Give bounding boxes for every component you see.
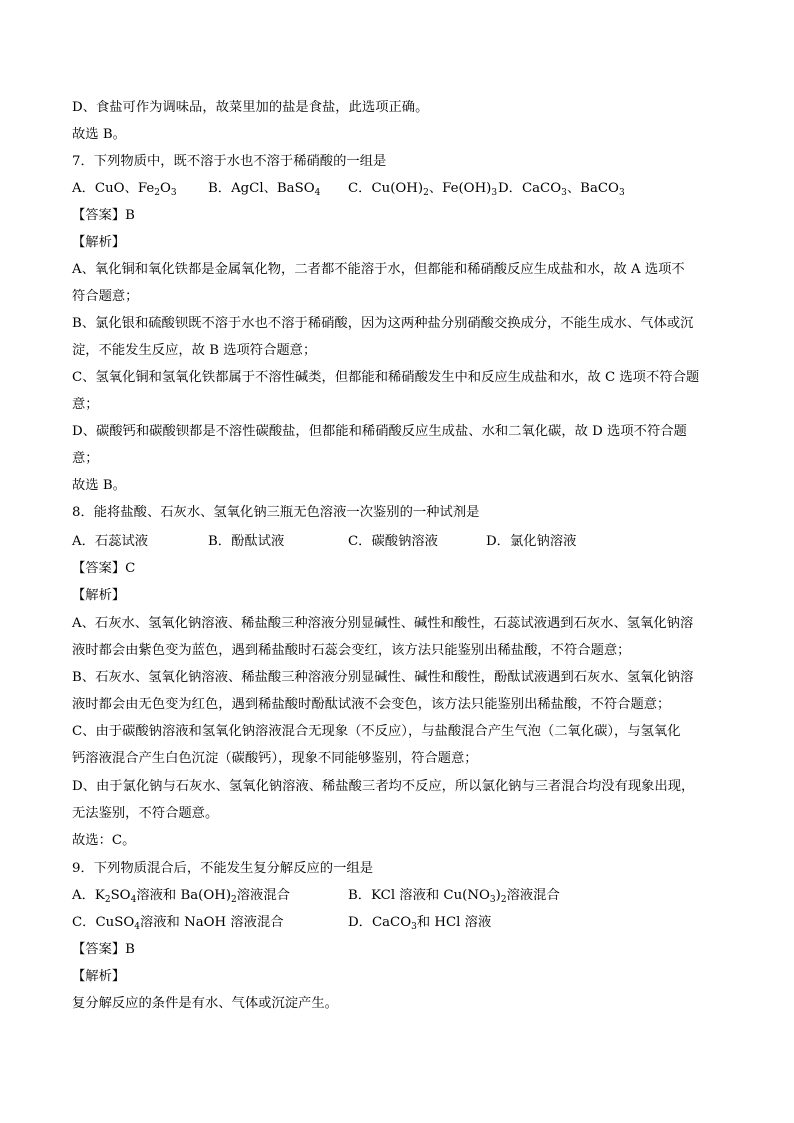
option-d: D．氯化钠溶液 [486, 534, 577, 549]
question-9-stem: 9．下列物质混合后，不能发生复分解反应的一组是 [72, 861, 373, 876]
option-b: B．KCl 溶液和 $Cu(NO_3)_2$溶液混合 [348, 888, 560, 905]
analysis-label: 【解析】 [72, 235, 126, 250]
text-line: D、由于氯化钠与石灰水、氢氧化钠溶液、稀盐酸三者均不反应，所以氯化钠与三者混合均没有现象出现， [72, 779, 695, 794]
text-line: 无法鉴别，不符合题意。 [72, 806, 219, 821]
option-a: A．石蕊试液 [72, 534, 149, 549]
option-d: D．CaCO$_3$、BaCO$_3$ [498, 181, 625, 198]
analysis-label: 【解析】 [72, 969, 126, 984]
text-line: A、石灰水、氢氧化钠溶液、稀盐酸三种溶液分别显碱性、碱性和酸性，石蕊试液遇到石灰水、氢氧化钠溶 [72, 616, 694, 631]
question-7-stem: 7．下列物质中，既不溶于水也不溶于稀硝酸的一组是 [72, 154, 387, 169]
text-line: C、由于碳酸钠溶液和氢氧化钠溶液混合无现象（不反应），与盐酸混合产生气泡（二氧化碳），与氢氧化 [72, 724, 681, 739]
option-c: C．$Cu(OH)_2$、$Fe(OH)_3$ [348, 181, 498, 198]
text-line: 故选 B。 [72, 478, 126, 493]
text-line: A、氧化铜和氧化铁都是金属氧化物，二者都不能溶于水，但都能和稀硝酸反应生成盐和水，故 A 选项不 [72, 262, 685, 277]
answer-label: 【答案】C [72, 561, 136, 576]
answer-label: 【答案】B [72, 942, 135, 957]
text-line: 淀，不能发生反应，故 B 选项符合题意； [72, 343, 317, 358]
option-b: B．AgCl、BaSO$_4$ [208, 181, 321, 198]
question-8-stem: 8．能将盐酸、石灰水、氢氧化钠三瓶无色溶液一次鉴别的一种试剂是 [72, 505, 480, 520]
text-line: 意； [72, 451, 99, 466]
analysis-label: 【解析】 [72, 588, 126, 603]
text-line: 意； [72, 397, 99, 412]
option-d: D．CaCO$_3$和 HCl 溶液 [348, 915, 492, 932]
text-line: 液时都会由无色变为红色，遇到稀盐酸时酚酞试液不会变色，该方法只能鉴别出稀盐酸，不符合题意； [72, 697, 671, 712]
text-line: 复分解反应的条件是有水、气体或沉淀产生。 [72, 996, 338, 1011]
option-b: B．酚酞试液 [208, 534, 285, 549]
text-line: 钙溶液混合产生白色沉淀（碳酸钙），现象不同能够鉴别，符合题意； [72, 751, 478, 766]
text-line: 故选 B。 [72, 127, 126, 142]
text-line: C、氢氧化铜和氢氧化铁都属于不溶性碱类，但都能和稀硝酸发生中和反应生成盐和水，故 C 选项不符合题 [72, 370, 700, 385]
option-c: C．CuSO$_4$溶液和 NaOH 溶液混合 [72, 915, 284, 932]
text-line: 符合题意； [72, 289, 139, 304]
answer-label: 【答案】B [72, 208, 135, 223]
text-line: 故选：C。 [72, 833, 136, 848]
text-line: D、碳酸钙和碳酸钡都是不溶性碳酸盐，但都能和稀硝酸反应生成盐、水和二氧化碳，故 D 选项不符合题 [72, 424, 687, 439]
text-line: B、石灰水、氢氧化钠溶液、稀盐酸三种溶液分别显碱性、碱性和酸性，酚酞试液遇到石灰水、氢氧化钠溶 [72, 670, 694, 685]
option-c: C．碳酸钠溶液 [348, 534, 438, 549]
text-line: D、食盐可作为调味品，故菜里加的盐是食盐，此选项正确。 [72, 100, 429, 115]
option-a: A．$K_2SO_4$溶液和 $Ba(OH)_2$溶液混合 [72, 888, 290, 905]
text-line: B、氯化银和硫酸钡既不溶于水也不溶于稀硝酸，因为这两种盐分别硝酸交换成分，不能生成水、气体或沉 [72, 316, 694, 331]
text-line: 液时都会由紫色变为蓝色，遇到稀盐酸时石蕊会变红，该方法只能鉴别出稀盐酸，不符合题意； [72, 643, 631, 658]
option-a: A．CuO、$Fe_2O_3$ [72, 181, 177, 198]
